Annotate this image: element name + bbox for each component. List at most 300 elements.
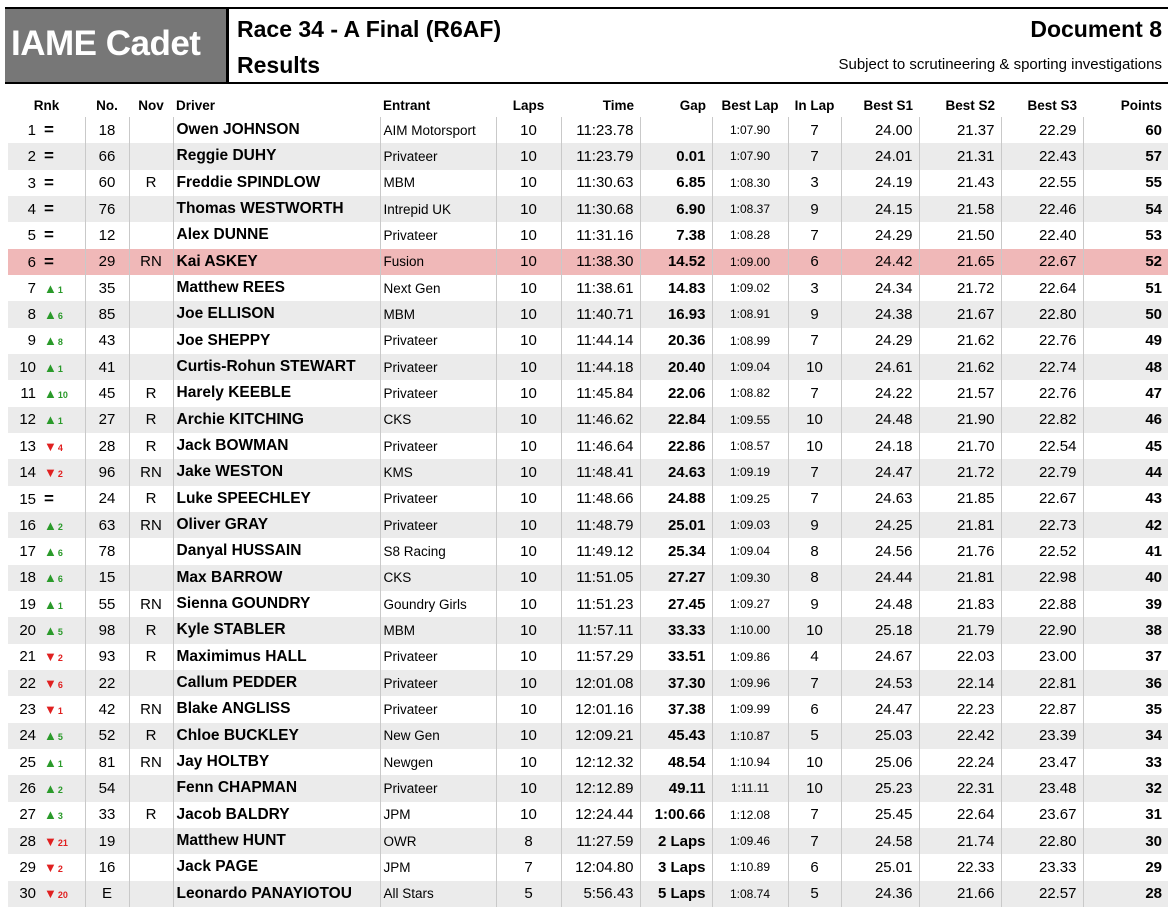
driver-name: Joe SHEPPY xyxy=(173,328,380,354)
table-row xyxy=(8,328,1168,354)
points: 45 xyxy=(1083,433,1168,459)
positions-changed: 1 xyxy=(57,363,63,374)
gain-arrow-icon: ▲ xyxy=(44,280,57,296)
best-s3: 22.80 xyxy=(1001,301,1083,327)
position-change xyxy=(36,200,72,217)
best-s1: 24.01 xyxy=(841,143,919,169)
best-s2: 22.24 xyxy=(919,749,1001,775)
in-lap: 10 xyxy=(788,617,841,643)
loss-arrow-icon: ▼ xyxy=(44,701,57,717)
points: 44 xyxy=(1083,459,1168,485)
best-s2: 22.14 xyxy=(919,670,1001,696)
in-lap: 3 xyxy=(788,275,841,301)
gap: 20.40 xyxy=(640,354,712,380)
rank-cell xyxy=(8,696,85,722)
gap: 37.38 xyxy=(640,696,712,722)
rank-cell xyxy=(8,881,85,907)
in-lap: 10 xyxy=(788,354,841,380)
in-lap: 6 xyxy=(788,696,841,722)
rank-number: 9 xyxy=(27,332,36,350)
best-lap: 1:08.74 xyxy=(712,881,788,907)
novice-flag xyxy=(129,538,173,564)
best-lap: 1:09.86 xyxy=(712,644,788,670)
novice-flag: RN xyxy=(129,696,173,722)
rank-cell xyxy=(8,143,85,169)
rank-cell xyxy=(8,222,85,248)
gain-arrow-icon: ▲ xyxy=(44,807,57,823)
points: 55 xyxy=(1083,170,1168,196)
position-change xyxy=(36,253,72,270)
novice-flag xyxy=(129,881,173,907)
best-lap: 1:09.25 xyxy=(712,486,788,512)
novice-flag: RN xyxy=(129,591,173,617)
gap: 33.51 xyxy=(640,644,712,670)
entrant-name: Privateer xyxy=(380,486,496,512)
best-s2: 21.72 xyxy=(919,459,1001,485)
in-lap: 5 xyxy=(788,881,841,907)
best-lap: 1:08.82 xyxy=(712,380,788,406)
rank-number: 3 xyxy=(27,174,36,192)
best-s2: 22.03 xyxy=(919,644,1001,670)
best-s3: 22.40 xyxy=(1001,222,1083,248)
in-lap: 7 xyxy=(788,328,841,354)
entrant-name: JPM xyxy=(380,802,496,828)
loss-arrow-icon: ▼ xyxy=(44,859,57,875)
rank-number: 28 xyxy=(19,832,36,850)
rank-number: 11 xyxy=(20,384,36,402)
laps: 10 xyxy=(496,749,561,775)
rank-number: 6 xyxy=(27,253,36,271)
driver-name: Blake ANGLISS xyxy=(173,696,380,722)
rank-cell xyxy=(8,354,85,380)
car-number: 28 xyxy=(85,433,129,459)
in-lap: 7 xyxy=(788,143,841,169)
series-badge xyxy=(5,9,229,82)
car-number: 93 xyxy=(85,644,129,670)
novice-flag: R xyxy=(129,170,173,196)
car-number: 96 xyxy=(85,459,129,485)
laps: 8 xyxy=(496,828,561,854)
gain-arrow-icon: ▲ xyxy=(44,412,57,428)
race-time: 12:12.89 xyxy=(561,775,640,801)
table-row xyxy=(8,143,1168,169)
gain-arrow-icon: ▲ xyxy=(44,622,57,638)
position-change xyxy=(36,543,72,559)
race-time: 11:57.29 xyxy=(561,644,640,670)
novice-flag: RN xyxy=(129,249,173,275)
entrant-name: AIM Motorsport xyxy=(380,117,496,143)
novice-flag xyxy=(129,670,173,696)
table-row xyxy=(8,170,1168,196)
entrant-name: Newgen xyxy=(380,749,496,775)
rank-number: 18 xyxy=(19,569,36,587)
loss-arrow-icon: ▼ xyxy=(44,464,57,480)
position-change xyxy=(36,174,72,191)
positions-changed: 1 xyxy=(57,416,63,427)
gap: 5 Laps xyxy=(640,881,712,907)
best-s1: 24.42 xyxy=(841,249,919,275)
best-s2: 21.37 xyxy=(919,117,1001,143)
best-s3: 23.33 xyxy=(1001,854,1083,880)
rank-number: 30 xyxy=(19,885,36,903)
table-row xyxy=(8,696,1168,722)
best-lap: 1:09.19 xyxy=(712,459,788,485)
novice-flag: R xyxy=(129,486,173,512)
rank-cell xyxy=(8,670,85,696)
column-header-number: No. xyxy=(96,97,118,113)
scrutineering-note: Subject to scrutineering & sporting investigations xyxy=(838,56,1162,73)
entrant-name: All Stars xyxy=(380,881,496,907)
driver-name: Reggie DUHY xyxy=(173,143,380,169)
in-lap: 7 xyxy=(788,670,841,696)
position-change xyxy=(36,226,72,243)
gap: 2 Laps xyxy=(640,828,712,854)
race-title: Race 34 - A Final (R6AF) xyxy=(237,16,502,42)
entrant-name: Privateer xyxy=(380,512,496,538)
best-s3: 22.81 xyxy=(1001,670,1083,696)
driver-name: Owen JOHNSON xyxy=(173,117,380,143)
column-header-time: Time xyxy=(602,97,634,113)
best-s1: 24.29 xyxy=(841,222,919,248)
entrant-name: MBM xyxy=(380,170,496,196)
positions-changed: 6 xyxy=(57,310,63,321)
laps: 7 xyxy=(496,854,561,880)
gap: 27.27 xyxy=(640,565,712,591)
driver-name: Fenn CHAPMAN xyxy=(173,775,380,801)
in-lap: 6 xyxy=(788,854,841,880)
car-number: 78 xyxy=(85,538,129,564)
points: 41 xyxy=(1083,538,1168,564)
car-number: 52 xyxy=(85,723,129,749)
novice-flag xyxy=(129,301,173,327)
best-s1: 24.53 xyxy=(841,670,919,696)
no-change-icon: = xyxy=(44,120,54,140)
in-lap: 10 xyxy=(788,775,841,801)
best-s3: 23.00 xyxy=(1001,644,1083,670)
laps: 10 xyxy=(496,486,561,512)
best-s2: 21.57 xyxy=(919,380,1001,406)
laps: 10 xyxy=(496,696,561,722)
best-s2: 22.64 xyxy=(919,802,1001,828)
best-s3: 22.87 xyxy=(1001,696,1083,722)
rank-cell xyxy=(8,512,85,538)
best-s2: 21.81 xyxy=(919,565,1001,591)
gap: 48.54 xyxy=(640,749,712,775)
positions-changed: 2 xyxy=(57,784,63,795)
best-s1: 24.48 xyxy=(841,591,919,617)
entrant-name: Privateer xyxy=(380,670,496,696)
race-time: 12:01.08 xyxy=(561,670,640,696)
in-lap: 7 xyxy=(788,380,841,406)
points: 39 xyxy=(1083,591,1168,617)
points: 28 xyxy=(1083,881,1168,907)
best-lap: 1:08.57 xyxy=(712,433,788,459)
race-time: 11:27.59 xyxy=(561,828,640,854)
best-s2: 21.81 xyxy=(919,512,1001,538)
gain-arrow-icon: ▲ xyxy=(44,517,57,533)
laps: 10 xyxy=(496,354,561,380)
position-change xyxy=(36,806,72,822)
table-row xyxy=(8,670,1168,696)
gap: 27.45 xyxy=(640,591,712,617)
race-time: 11:48.79 xyxy=(561,512,640,538)
laps: 10 xyxy=(496,328,561,354)
positions-changed: 4 xyxy=(57,442,63,453)
position-change xyxy=(36,464,72,480)
table-row xyxy=(8,881,1168,907)
rank-cell xyxy=(8,380,85,406)
gap: 25.01 xyxy=(640,512,712,538)
best-lap: 1:09.99 xyxy=(712,696,788,722)
in-lap: 4 xyxy=(788,644,841,670)
rank-cell xyxy=(8,407,85,433)
positions-changed: 1 xyxy=(57,758,63,769)
laps: 10 xyxy=(496,591,561,617)
points: 52 xyxy=(1083,249,1168,275)
in-lap: 7 xyxy=(788,117,841,143)
laps: 10 xyxy=(496,617,561,643)
table-row xyxy=(8,723,1168,749)
novice-flag xyxy=(129,854,173,880)
best-s1: 24.36 xyxy=(841,881,919,907)
race-time: 11:44.14 xyxy=(561,328,640,354)
points: 36 xyxy=(1083,670,1168,696)
laps: 10 xyxy=(496,249,561,275)
best-s2: 21.66 xyxy=(919,881,1001,907)
driver-name: Jack PAGE xyxy=(173,854,380,880)
laps: 10 xyxy=(496,196,561,222)
table-header-row xyxy=(8,93,1168,117)
best-s2: 21.74 xyxy=(919,828,1001,854)
gap: 49.11 xyxy=(640,775,712,801)
laps: 10 xyxy=(496,143,561,169)
points: 38 xyxy=(1083,617,1168,643)
entrant-name: S8 Racing xyxy=(380,538,496,564)
race-time: 11:38.61 xyxy=(561,275,640,301)
rank-number: 1 xyxy=(27,122,36,140)
points: 47 xyxy=(1083,380,1168,406)
in-lap: 3 xyxy=(788,170,841,196)
car-number: 60 xyxy=(85,170,129,196)
column-header-driver: Driver xyxy=(176,97,216,113)
table-row xyxy=(8,196,1168,222)
car-number: 81 xyxy=(85,749,129,775)
position-change xyxy=(36,121,72,138)
positions-changed: 3 xyxy=(57,811,63,822)
rank-cell xyxy=(8,828,85,854)
rank-cell xyxy=(8,275,85,301)
best-s1: 24.00 xyxy=(841,117,919,143)
position-change xyxy=(36,385,72,401)
laps: 10 xyxy=(496,380,561,406)
table-row xyxy=(8,380,1168,406)
driver-name: Alex DUNNE xyxy=(173,222,380,248)
rank-cell xyxy=(8,433,85,459)
position-change xyxy=(36,306,72,322)
positions-changed: 2 xyxy=(57,468,63,479)
table-row xyxy=(8,802,1168,828)
entrant-name: Privateer xyxy=(380,143,496,169)
results-table xyxy=(8,93,1168,907)
gap: 14.83 xyxy=(640,275,712,301)
position-change xyxy=(36,569,72,585)
best-lap: 1:10.89 xyxy=(712,854,788,880)
rank-cell xyxy=(8,775,85,801)
laps: 10 xyxy=(496,538,561,564)
best-s1: 24.63 xyxy=(841,486,919,512)
position-change xyxy=(36,438,72,454)
entrant-name: Privateer xyxy=(380,222,496,248)
column-header-gap: Gap xyxy=(679,97,706,113)
in-lap: 10 xyxy=(788,433,841,459)
car-number: 18 xyxy=(85,117,129,143)
gap: 0.01 xyxy=(640,143,712,169)
best-s2: 22.42 xyxy=(919,723,1001,749)
race-time: 11:45.84 xyxy=(561,380,640,406)
gap: 25.34 xyxy=(640,538,712,564)
gap: 16.93 xyxy=(640,301,712,327)
laps: 10 xyxy=(496,644,561,670)
race-time: 11:30.63 xyxy=(561,170,640,196)
gain-arrow-icon: ▲ xyxy=(44,754,57,770)
table-row xyxy=(8,222,1168,248)
position-change xyxy=(36,359,72,375)
novice-flag: R xyxy=(129,617,173,643)
table-row xyxy=(8,565,1168,591)
best-s2: 21.70 xyxy=(919,433,1001,459)
rank-cell xyxy=(8,723,85,749)
in-lap: 9 xyxy=(788,591,841,617)
novice-flag: RN xyxy=(129,749,173,775)
race-time: 11:51.23 xyxy=(561,591,640,617)
best-lap: 1:09.30 xyxy=(712,565,788,591)
in-lap: 7 xyxy=(788,459,841,485)
best-s2: 21.62 xyxy=(919,328,1001,354)
points: 46 xyxy=(1083,407,1168,433)
rank-cell xyxy=(8,854,85,880)
points: 54 xyxy=(1083,196,1168,222)
positions-changed: 5 xyxy=(57,626,63,637)
in-lap: 9 xyxy=(788,512,841,538)
laps: 10 xyxy=(496,433,561,459)
loss-arrow-icon: ▼ xyxy=(44,649,57,665)
rank-number: 10 xyxy=(19,358,36,376)
laps: 10 xyxy=(496,775,561,801)
best-s3: 22.98 xyxy=(1001,565,1083,591)
positions-changed: 20 xyxy=(57,890,68,901)
positions-changed: 6 xyxy=(57,547,63,558)
gap: 20.36 xyxy=(640,328,712,354)
positions-changed: 1 xyxy=(57,600,63,611)
driver-name: Jake WESTON xyxy=(173,459,380,485)
car-number: 54 xyxy=(85,775,129,801)
race-time: 11:23.78 xyxy=(561,117,640,143)
positions-changed: 5 xyxy=(57,732,63,743)
race-time: 12:04.80 xyxy=(561,854,640,880)
position-change xyxy=(36,754,72,770)
entrant-name: MBM xyxy=(380,617,496,643)
position-change xyxy=(36,411,72,427)
loss-arrow-icon: ▼ xyxy=(44,675,57,691)
driver-name: Max BARROW xyxy=(173,565,380,591)
best-lap: 1:10.87 xyxy=(712,723,788,749)
gap: 6.85 xyxy=(640,170,712,196)
entrant-name: Privateer xyxy=(380,354,496,380)
novice-flag: RN xyxy=(129,512,173,538)
table-row xyxy=(8,775,1168,801)
best-s1: 24.18 xyxy=(841,433,919,459)
table-row xyxy=(8,486,1168,512)
column-header-laps: Laps xyxy=(512,97,545,113)
position-change xyxy=(36,701,72,717)
column-header-best-s2: Best S2 xyxy=(945,97,995,113)
car-number: 66 xyxy=(85,143,129,169)
no-change-icon: = xyxy=(44,172,54,192)
best-s3: 22.67 xyxy=(1001,249,1083,275)
car-number: E xyxy=(85,881,129,907)
best-lap: 1:09.03 xyxy=(712,512,788,538)
rank-number: 2 xyxy=(27,148,36,166)
best-lap: 1:08.30 xyxy=(712,170,788,196)
column-header-rank: Rnk xyxy=(33,97,60,113)
entrant-name: Fusion xyxy=(380,249,496,275)
rank-number: 7 xyxy=(27,279,36,297)
best-s2: 21.83 xyxy=(919,591,1001,617)
entrant-name: CKS xyxy=(380,565,496,591)
in-lap: 6 xyxy=(788,249,841,275)
driver-name: Callum PEDDER xyxy=(173,670,380,696)
table-row xyxy=(8,117,1168,143)
gain-arrow-icon: ▲ xyxy=(44,728,57,744)
driver-name: Thomas WESTWORTH xyxy=(173,196,380,222)
points: 50 xyxy=(1083,301,1168,327)
gain-arrow-icon: ▲ xyxy=(44,596,57,612)
best-s2: 21.79 xyxy=(919,617,1001,643)
table-row xyxy=(8,512,1168,538)
novice-flag: R xyxy=(129,433,173,459)
rank-cell xyxy=(8,196,85,222)
best-s1: 24.25 xyxy=(841,512,919,538)
series-title: IAME Cadet xyxy=(11,24,201,63)
best-s3: 22.73 xyxy=(1001,512,1083,538)
rank-cell xyxy=(8,459,85,485)
novice-flag: R xyxy=(129,723,173,749)
best-s1: 25.18 xyxy=(841,617,919,643)
table-row xyxy=(8,591,1168,617)
points: 42 xyxy=(1083,512,1168,538)
column-header-in-lap: In Lap xyxy=(794,97,835,113)
points: 53 xyxy=(1083,222,1168,248)
table-row xyxy=(8,407,1168,433)
rank-number: 21 xyxy=(19,648,36,666)
driver-name: Curtis-Rohun STEWART xyxy=(173,354,380,380)
best-s3: 22.82 xyxy=(1001,407,1083,433)
in-lap: 7 xyxy=(788,802,841,828)
laps: 10 xyxy=(496,407,561,433)
rank-cell xyxy=(8,301,85,327)
entrant-name: Privateer xyxy=(380,380,496,406)
best-lap: 1:09.46 xyxy=(712,828,788,854)
best-s2: 21.31 xyxy=(919,143,1001,169)
table-row xyxy=(8,301,1168,327)
best-s1: 24.44 xyxy=(841,565,919,591)
best-s3: 22.54 xyxy=(1001,433,1083,459)
position-change xyxy=(36,622,72,638)
position-change xyxy=(36,147,72,164)
novice-flag xyxy=(129,828,173,854)
position-change xyxy=(36,727,72,743)
laps: 10 xyxy=(496,565,561,591)
